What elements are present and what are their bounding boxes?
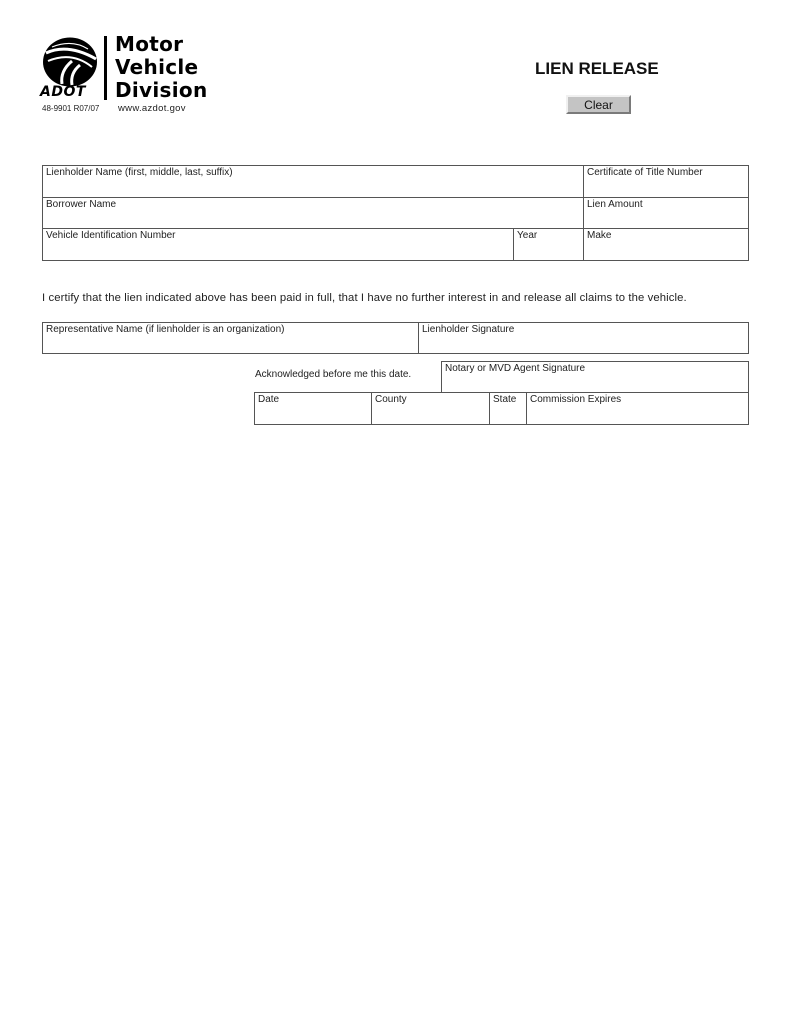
state-field[interactable] bbox=[489, 392, 527, 425]
lien-amount-input[interactable] bbox=[587, 210, 745, 226]
representative-name-label: Representative Name (if lienholder is an organization) bbox=[46, 324, 285, 335]
commission-expires-label: Commission Expires bbox=[530, 394, 622, 405]
lienholder-signature-field[interactable] bbox=[418, 322, 749, 354]
state-input[interactable] bbox=[493, 406, 523, 422]
notary-signature-input[interactable] bbox=[445, 374, 745, 390]
lienholder-name-label: Lienholder Name (first, middle, last, suffix) bbox=[46, 167, 233, 178]
adot-wordmark: ADOT bbox=[40, 84, 86, 100]
logo-divider bbox=[104, 36, 107, 100]
notary-signature-label: Notary or MVD Agent Signature bbox=[445, 363, 586, 374]
division-name-line-3: Division bbox=[115, 78, 208, 102]
make-label: Make bbox=[587, 230, 612, 241]
lienholder-name-field[interactable] bbox=[42, 165, 584, 198]
certification-statement: I certify that the lien indicated above has been paid in full, that I have no further interest in and release all claims to the vehicle. bbox=[42, 292, 687, 304]
certificate-of-title-field[interactable] bbox=[583, 165, 749, 198]
borrower-name-field[interactable] bbox=[42, 197, 584, 229]
lien-amount-label: Lien Amount bbox=[587, 199, 643, 210]
county-input[interactable] bbox=[375, 406, 486, 422]
county-field[interactable] bbox=[371, 392, 490, 425]
lien-amount-field[interactable] bbox=[583, 197, 749, 229]
representative-name-field[interactable] bbox=[42, 322, 419, 354]
state-label: State bbox=[493, 394, 517, 405]
commission-expires-field[interactable] bbox=[526, 392, 749, 425]
notary-date-input[interactable] bbox=[258, 406, 368, 422]
commission-expires-input[interactable] bbox=[530, 406, 745, 422]
lienholder-name-input[interactable] bbox=[46, 179, 580, 195]
year-field[interactable] bbox=[513, 228, 584, 261]
year-label: Year bbox=[517, 230, 538, 241]
division-name-line-2: Vehicle bbox=[115, 55, 199, 79]
borrower-name-label: Borrower Name bbox=[46, 199, 117, 210]
make-field[interactable] bbox=[583, 228, 749, 261]
page-title: LIEN RELEASE bbox=[535, 59, 659, 78]
year-input[interactable] bbox=[517, 242, 580, 258]
website-link[interactable]: www.azdot.gov bbox=[118, 103, 186, 114]
notary-signature-field[interactable] bbox=[441, 361, 749, 393]
acknowledged-statement: Acknowledged before me this date. bbox=[255, 369, 412, 380]
lienholder-signature-label: Lienholder Signature bbox=[422, 324, 515, 335]
lienholder-signature-input[interactable] bbox=[422, 335, 745, 351]
certificate-of-title-label: Certificate of Title Number bbox=[587, 167, 703, 178]
vin-field[interactable] bbox=[42, 228, 514, 261]
make-input[interactable] bbox=[587, 242, 745, 258]
form-number: 48-9901 R07/07 bbox=[42, 104, 100, 113]
division-name-line-1: Motor bbox=[115, 32, 184, 56]
representative-name-input[interactable] bbox=[46, 335, 415, 351]
vin-input[interactable] bbox=[46, 242, 510, 258]
clear-button[interactable]: Clear bbox=[566, 95, 631, 114]
notary-date-label: Date bbox=[258, 394, 280, 405]
adot-road-logo-icon bbox=[42, 37, 98, 87]
notary-date-field[interactable] bbox=[254, 392, 372, 425]
county-label: County bbox=[375, 394, 407, 405]
certificate-of-title-input[interactable] bbox=[587, 179, 745, 195]
vin-label: Vehicle Identification Number bbox=[46, 230, 176, 241]
borrower-name-input[interactable] bbox=[46, 210, 580, 226]
